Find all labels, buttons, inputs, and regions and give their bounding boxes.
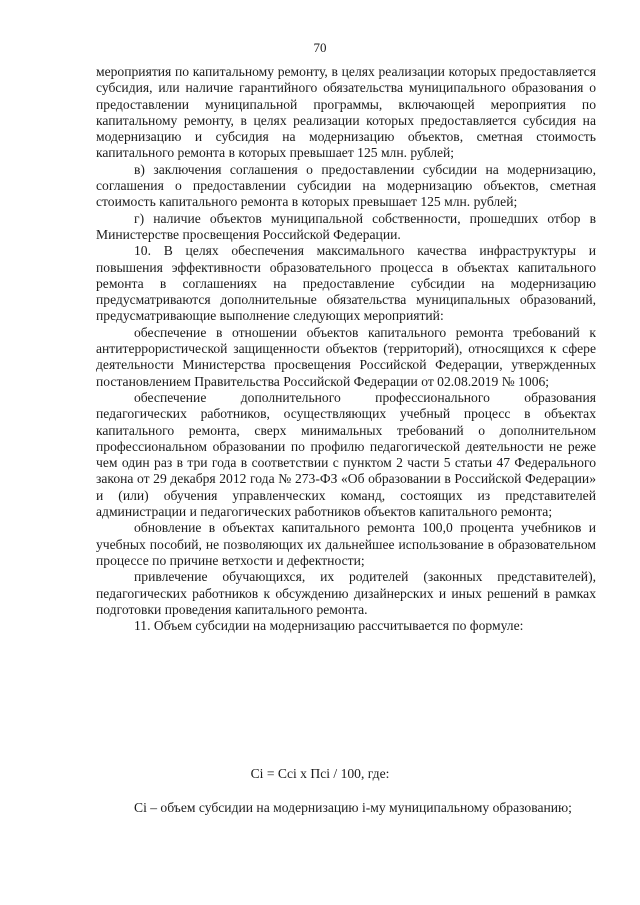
- paragraph-section-10: 10. В целях обеспечения максимального качества инфраструктуры и повышения эффективности образовательного процесса в объектах капитального ремонта в соглашениях на предоставление субсидии на модернизацию предусматриваются дополнительные обязательства муниципальных образований, предусматривающие выполнение следующих мероприятий:: [96, 243, 596, 324]
- paragraph-item-v: в) заключения соглашения о предоставлении субсидии на модернизацию, соглашения о предоставлении субсидии на модернизацию объектов, сметная стоимость капитального ремонта в которых превышает 125 млн. рублей;: [96, 161, 596, 210]
- paragraph-measure-training: обеспечение дополнительного профессионального образования педагогических работников, осуществляющих учебный процесс в объектах капитального ремонта, сверх минимальных требований о дополнительном профессиональном образовании по профилю педагогической деятельности не реже чем один раз в три года в соответствии с пунктом 2 части 5 статьи 47 Федерального закона от 29 декабря 2012 года № 273-ФЗ «Об образовании в Российской Федерации» и (или) обучения управленческих команд, состоящих из представителей администрации и педагогических работников объектов капитального ремонта;: [96, 389, 596, 520]
- paragraph-measure-textbooks: обновление в объектах капитального ремонта 100,0 процента учебников и учебных пособий, не позволяющих их дальнейшее использование в образовательном процессе по причине ветхости и дефектности;: [96, 520, 596, 568]
- paragraph-continuation: мероприятия по капитальному ремонту, в целях реализации которых предоставляется субсидия, или наличие гарантийного обязательства муниципального образования о предоставлении муниципальной программы, включающей мероприятия по капитальному ремонту, в целях реализации которых предоставляется субсидия на модернизацию и субсидия на модернизацию объектов, сметная стоимость капитального ремонта в которых превышает 125 млн. рублей;: [96, 64, 596, 161]
- paragraph-section-11: 11. Объем субсидии на модернизацию рассчитывается по формуле:: [134, 618, 524, 634]
- paragraph-measure-discussion: привлечение обучающихся, их родителей (законных представителей), педагогических работников к обсуждению дизайнерских и иных решений в рамках подготовки проведения капитального ремонта.: [96, 569, 596, 617]
- subsidy-formula: Ci = Ccі x Пci / 100, где:: [250, 766, 390, 781]
- body-text-bottom: [96, 800, 596, 816]
- paragraph-item-g: г) наличие объектов муниципальной собственности, прошедших отбор в Министерстве просвещения Российской Федерации.: [96, 210, 596, 242]
- paragraph-definition: Ci – объем субсидии на модернизацию і-му муниципальному образованию;: [134, 800, 572, 815]
- page-number: 70: [313, 40, 327, 55]
- body-text-top: [96, 64, 596, 634]
- paragraph-measure-security: обеспечение в отношении объектов капитального ремонта требований к антитеррористической защищенности объектов (территорий), относящихся к сфере деятельности Министерства просвещения Российской Федерации, утвержденных постановлением Правительства Российской Федерации от 02.08.2019 № 1006;: [96, 324, 596, 389]
